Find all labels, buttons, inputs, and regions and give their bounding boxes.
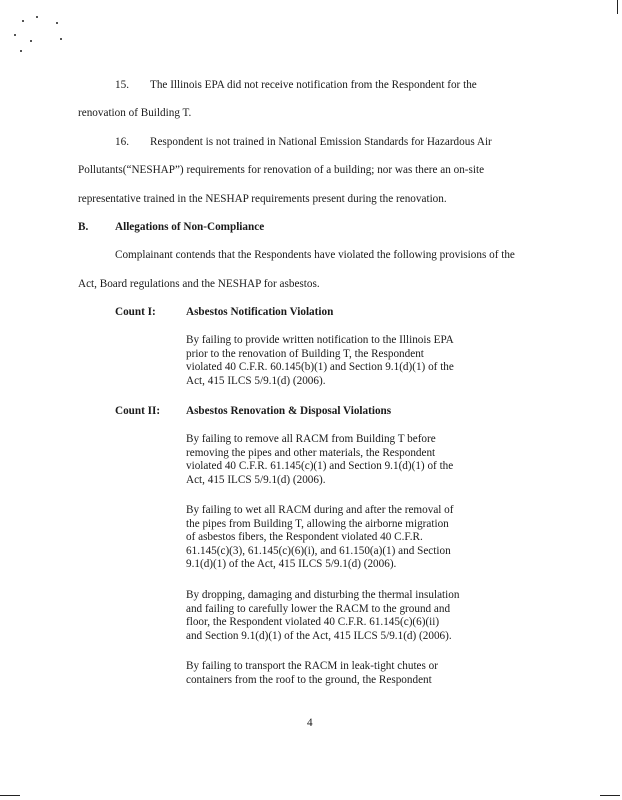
count-paragraph-line: floor, the Respondent violated 40 C.F.R. 61.145(c)(6)(ii) bbox=[186, 616, 440, 629]
section-letter: B. bbox=[78, 221, 89, 233]
scan-edge-bottom-right bbox=[600, 795, 620, 796]
count-paragraph-line: Act, 415 ILCS 5/9.1(d) (2006). bbox=[186, 374, 326, 387]
count-label: Count II: bbox=[115, 405, 161, 417]
scan-speck bbox=[36, 16, 38, 18]
section-intro-line: Act, Board regulations and the NESHAP for asbestos. bbox=[78, 278, 320, 290]
count-paragraph bbox=[186, 504, 486, 572]
count-paragraph-line: prior to the renovation of Building T, the Respondent bbox=[186, 347, 424, 360]
count-paragraph-line: of asbestos fibers, the Respondent violated 40 C.F.R. bbox=[186, 531, 423, 544]
count-title: Asbestos Notification Violation bbox=[186, 306, 334, 318]
page-number: 4 bbox=[307, 717, 313, 729]
paragraph-15-number: 15. bbox=[115, 79, 129, 91]
count-paragraph-line: By failing to transport the RACM in leak-tight chutes or bbox=[186, 660, 438, 672]
count-paragraph-line: By failing to remove all RACM from Building T before bbox=[186, 433, 436, 445]
count-paragraph-line: and Section 9.1(d)(1) of the Act, 415 ILCS 5/9.1(d) (2006). bbox=[186, 629, 452, 642]
count-paragraph-line: 61.145(c)(3), 61.145(c)(6)(i), and 61.150(a)(1) and Section bbox=[186, 544, 451, 557]
paragraph-16-number: 16. bbox=[115, 136, 129, 148]
count-paragraph bbox=[186, 334, 486, 388]
count-paragraph-line: and failing to carefully lower the RACM to the ground and bbox=[186, 602, 451, 615]
scan-speck bbox=[14, 34, 16, 36]
count-paragraph-line: violated 40 C.F.R. 60.145(b)(1) and Section 9.1(d)(1) of the bbox=[186, 361, 454, 374]
count-paragraph-line: By failing to wet all RACM during and after the removal of bbox=[186, 504, 454, 516]
count-paragraph-line: violated 40 C.F.R. 61.145(c)(1) and Section 9.1(d)(1) of the bbox=[186, 460, 454, 473]
scan-edge-bottom-left bbox=[0, 795, 20, 796]
section-intro-line: Complainant contends that the Respondents have violated the following provisions of the bbox=[115, 249, 515, 261]
count-title: Asbestos Renovation & Disposal Violations bbox=[186, 405, 392, 417]
count-label: Count I: bbox=[115, 306, 156, 318]
paragraph-15-line: renovation of Building T. bbox=[78, 107, 192, 119]
count-paragraph-line: containers from the roof to the ground, the Respondent bbox=[186, 673, 432, 686]
paragraph-16-line: Respondent is not trained in National Emission Standards for Hazardous Air bbox=[150, 136, 492, 148]
count-paragraph-line: By dropping, damaging and disturbing the thermal insulation bbox=[186, 589, 460, 601]
scan-speck bbox=[30, 40, 32, 42]
section-heading: Allegations of Non-Compliance bbox=[115, 221, 265, 233]
count-paragraph-line: By failing to provide written notification to the Illinois EPA bbox=[186, 334, 454, 346]
scan-speck bbox=[56, 22, 58, 24]
count-paragraph bbox=[186, 660, 486, 687]
count-paragraph bbox=[186, 589, 486, 643]
paragraph-16-line: representative trained in the NESHAP requirements present during the renovation. bbox=[78, 193, 447, 205]
count-paragraph bbox=[186, 433, 486, 487]
count-paragraph-line: removing the pipes and other materials, the Respondent bbox=[186, 446, 436, 459]
count-paragraph-line: 9.1(d)(1) of the Act, 415 ILCS 5/9.1(d) (2006). bbox=[186, 558, 397, 571]
count-paragraph-line: Act, 415 ILCS 5/9.1(d) (2006). bbox=[186, 473, 326, 486]
scan-speck bbox=[60, 38, 62, 40]
paragraph-16-line: Pollutants(“NESHAP”) requirements for renovation of a building; nor was there an on-site bbox=[78, 164, 485, 176]
paragraph-15-line: The Illinois EPA did not receive notification from the Respondent for the bbox=[150, 79, 477, 91]
count-paragraph-line: the pipes from Building T, allowing the airborne migration bbox=[186, 517, 449, 530]
scan-speck bbox=[22, 20, 24, 22]
scan-edge-right bbox=[617, 0, 618, 14]
scan-speck bbox=[20, 50, 22, 52]
